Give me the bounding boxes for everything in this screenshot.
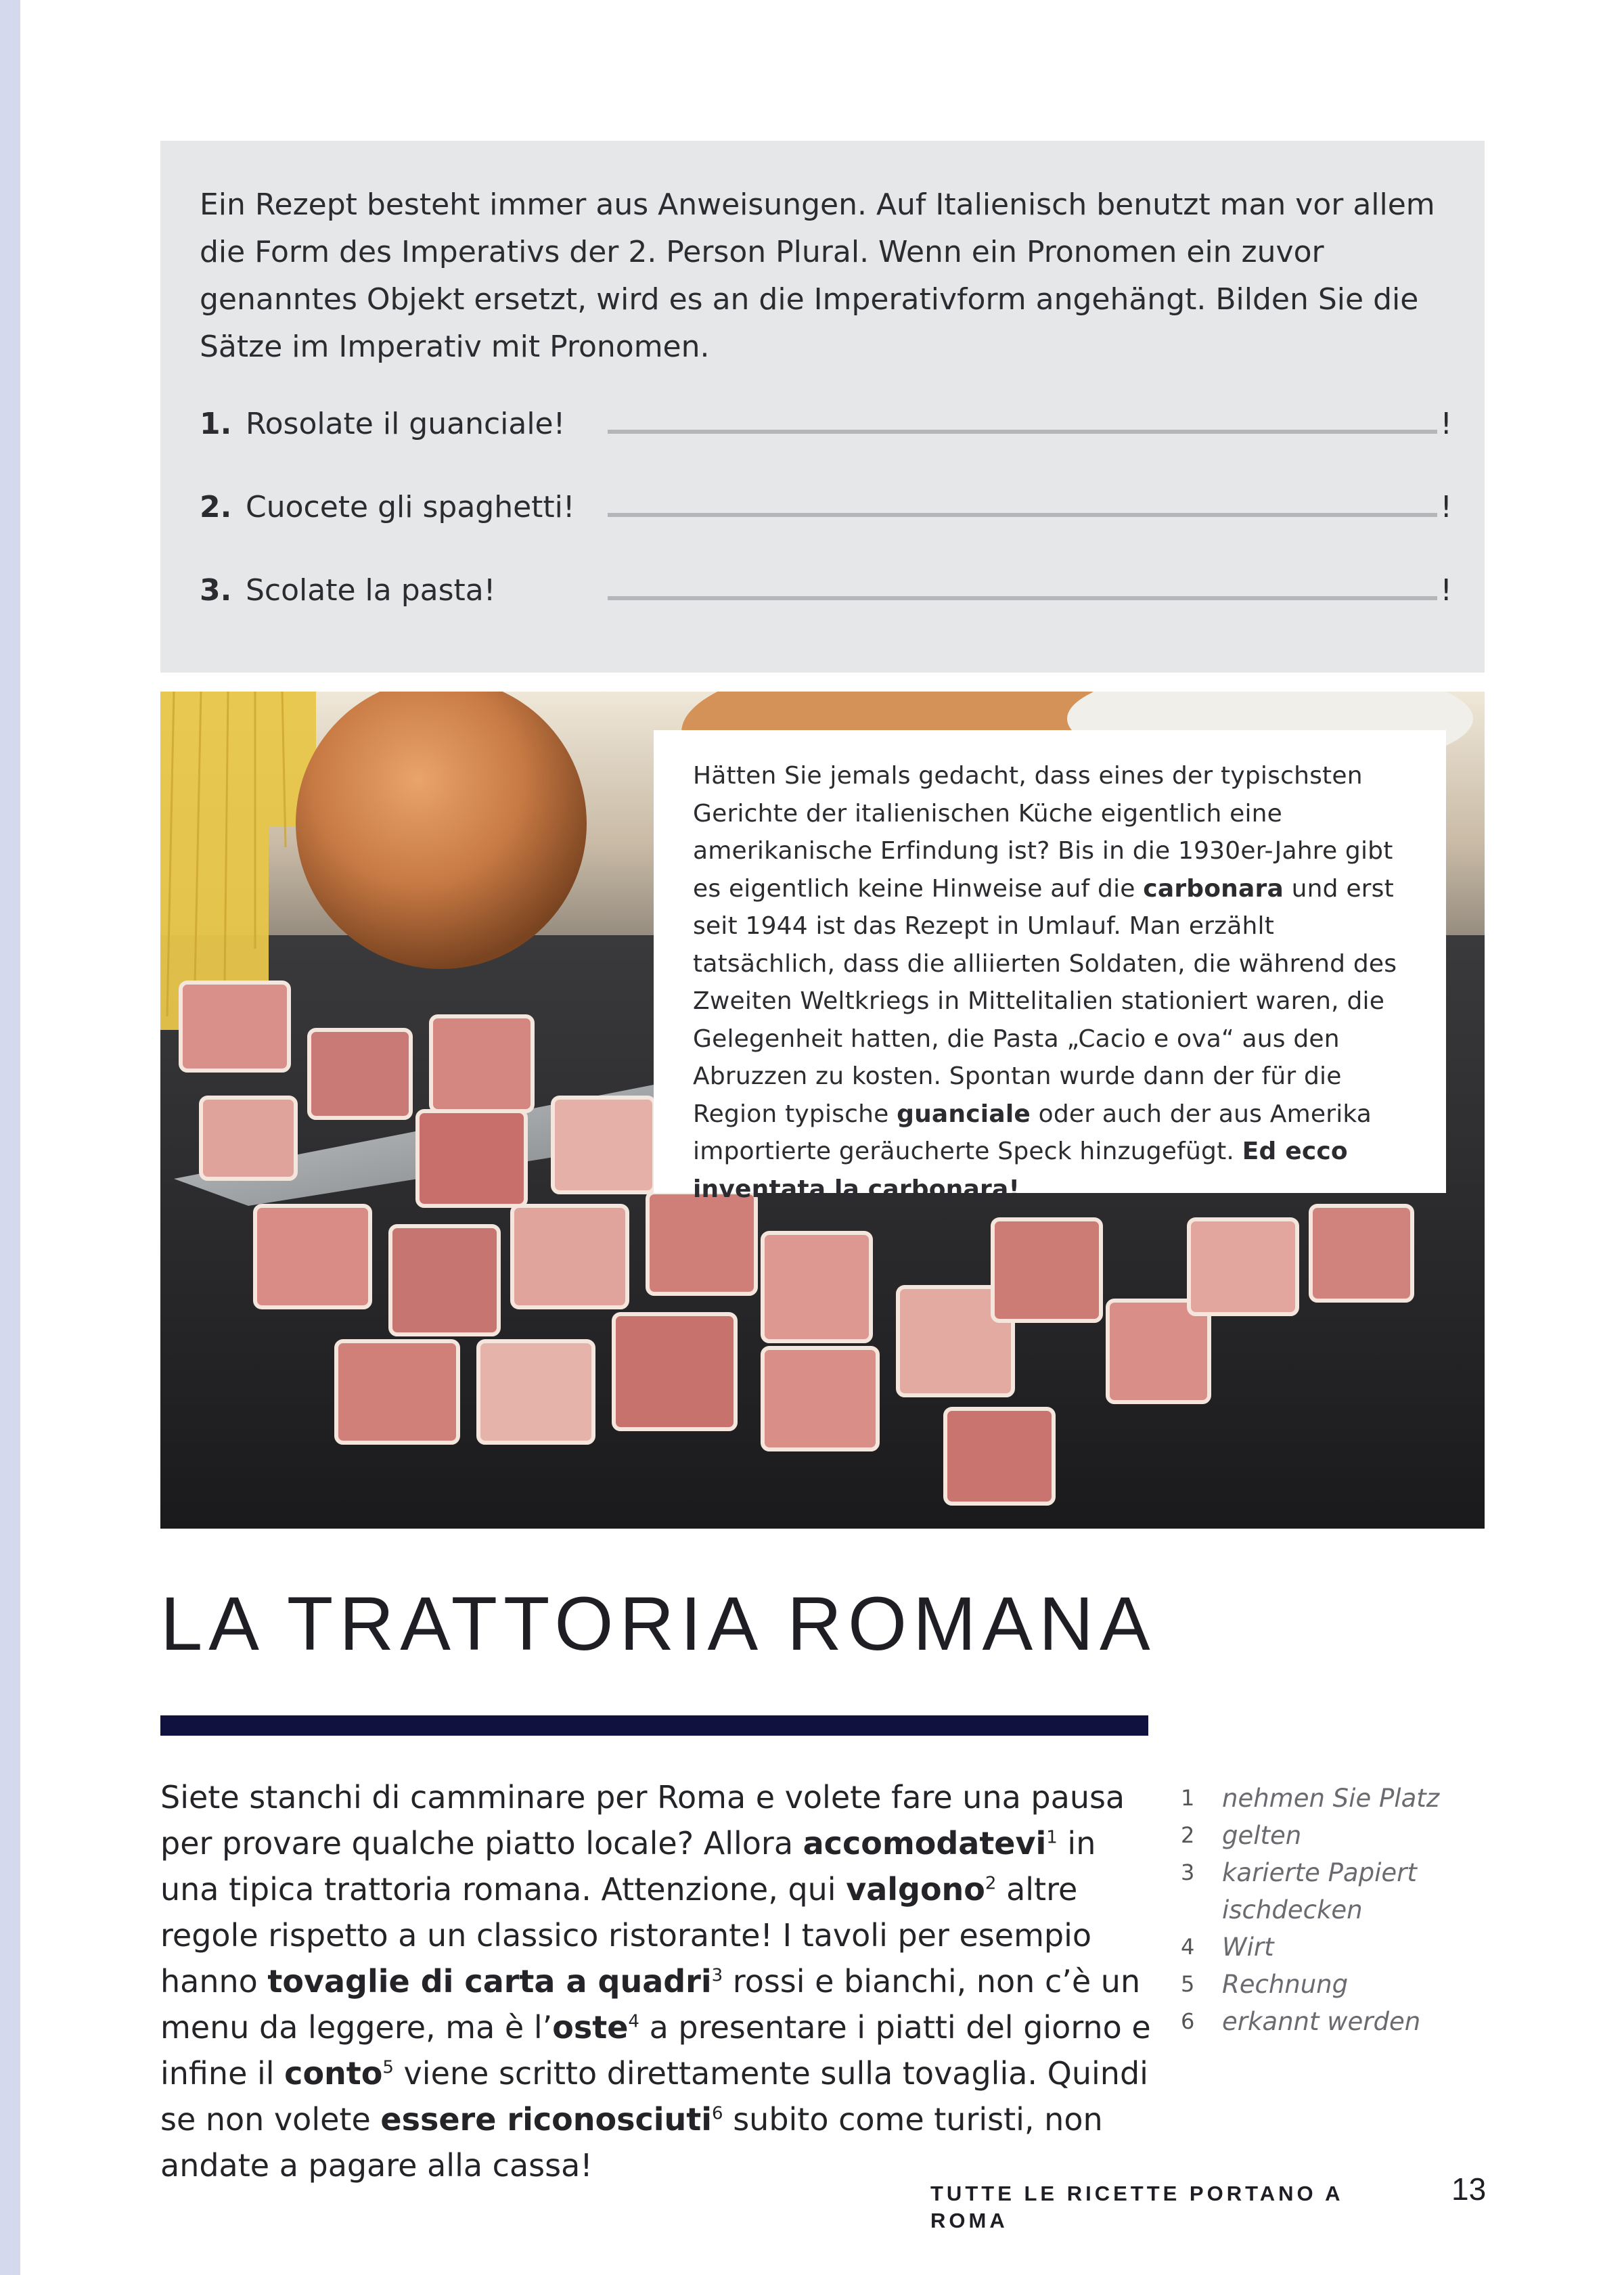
glossary-item: [1181, 1854, 1465, 1929]
highlight-closing: Ed ecco inventata la carbonara!: [693, 1138, 1348, 1203]
vocab-term: oste: [552, 2009, 629, 2046]
exercise-item: [200, 484, 1452, 531]
exercise-item-text: Scolate la pasta!: [246, 573, 496, 608]
section-title: LA TRATTORIA ROMANA: [160, 1581, 1156, 1666]
exercise-item-end: !: [1440, 407, 1452, 441]
exercise-item: [200, 567, 1452, 614]
exercise-item-number: 2.: [200, 490, 232, 524]
glossary-number: 6: [1181, 2008, 1195, 2034]
footnote-ref: 6: [712, 2103, 723, 2124]
vocab-term: essere riconosciuti: [380, 2101, 713, 2138]
glossary-item: [1181, 1929, 1465, 1966]
glossary-translation: nehmen Sie Platz: [1222, 1784, 1440, 1813]
exercise-item-end: !: [1440, 490, 1452, 524]
exercise-item-number: 1.: [200, 407, 232, 441]
glossary-item: [1181, 1966, 1465, 2003]
page-margin-strip: [0, 0, 20, 2275]
footnote-ref: 5: [382, 2057, 394, 2078]
glossary-item: [1181, 1817, 1465, 1854]
glossary-item: [1181, 1780, 1465, 1817]
answer-line[interactable]: [608, 430, 1437, 434]
exercise-item-text: Cuocete gli spaghetti!: [246, 490, 575, 524]
footnote-ref: 1: [1046, 1827, 1058, 1848]
vocab-term: accomodatevi: [803, 1825, 1047, 1862]
glossary-translation: gelten: [1222, 1821, 1302, 1850]
exercise-box: [160, 141, 1485, 673]
exercise-item-text: Rosolate il guanciale!: [246, 407, 566, 441]
glossary-translation: Wirt: [1222, 1933, 1274, 1962]
exercise-item-number: 3.: [200, 573, 232, 608]
glossary-number: 5: [1181, 1971, 1195, 1997]
glossary-number: 3: [1181, 1860, 1195, 1885]
glossary-translation: Rechnung: [1222, 1970, 1349, 1999]
glossary-translation: erkannt werden: [1222, 2007, 1421, 2036]
info-box-text: Hätten Sie jemals gedacht, dass eines der typischsten Gerichte der italienischen Küche eigentlich eine amerikanische Erfindung ist? Bis in die 1930er-Jahre gibt es eigentlich keine Hinweise auf die carbonara und erst seit 1944 ist das Rezept in Umlauf. Man erzählt tatsächlich, dass die alliierten Soldaten, die während des Zweiten Weltkriegs in Mittelitalien stationiert waren, die Gelegenheit hatten, die Pasta „Cacio e ova“ aus den Abruzzen zu kosten. Spontan wurde dann der für die Region typische guanciale oder auch der aus Amerika importierte geräucherte Speck hinzugefügt. Ed ecco inventata la carbonara!: [693, 762, 1397, 1203]
vocab-term: conto: [284, 2055, 383, 2092]
glossary: [1181, 1780, 1465, 2040]
footnote-ref: 3: [711, 1965, 723, 1986]
answer-line[interactable]: [608, 596, 1437, 600]
answer-line[interactable]: [608, 513, 1437, 517]
footnote-ref: 2: [985, 1873, 997, 1894]
glossary-translation: karierte Papiertischdecken: [1222, 1858, 1417, 1924]
exercise-item: [200, 401, 1452, 448]
highlight-guanciale: guanciale: [897, 1100, 1031, 1128]
title-rule: [160, 1715, 1148, 1736]
body-paragraph: Siete stanchi di camminare per Roma e volete fare una pausa per provare qualche piatto locale? Allora accomodatevi$^1$ in una tipica trattoria romana. Attenzione, qui valgono$^2$ altre regole rispetto a un classico ristorante! I tavoli per esempio hanno tovaglie di carta a quadri$^3$ rossi e bianchi, non c’è un menu da leggere, ma è l’oste$^4$ a presentare i piatti del giorno e infine il conto$^5$ viene scritto direttamente sulla tovaglia. Quindi se non volete essere riconosciuti$^6$ subito come turisti, non andate a pagare alla cassa!: [160, 1779, 1151, 2184]
running-footer-title: TUTTE LE RICETTE PORTANO A ROMA: [930, 2182, 1343, 2232]
exercise-item-end: !: [1440, 573, 1452, 608]
glossary-number: 2: [1181, 1822, 1195, 1848]
vocab-term: valgono: [846, 1871, 985, 1908]
vocab-term: tovaglie di carta a quadri: [267, 1963, 712, 2000]
info-box: [654, 730, 1446, 1203]
exercise-instruction: Ein Rezept besteht immer aus Anweisungen. Auf Italienisch benutzt man vor allem die Form des Imperativs der 2. Person Plural. Wenn ein Pronomen ein zuvor genanntes Objekt ersetzt, wird es an die Imperativform angehängt. Bilden Sie die Sätze im Imperativ mit Pronomen.: [200, 187, 1435, 364]
glossary-number: 4: [1181, 1934, 1195, 1960]
glossary-number: 1: [1181, 1785, 1195, 1811]
highlight-carbonara: carbonara: [1143, 874, 1284, 903]
page-number: 13: [1451, 2171, 1487, 2207]
footnote-ref: 4: [628, 2011, 639, 2032]
glossary-item: [1181, 2003, 1465, 2040]
